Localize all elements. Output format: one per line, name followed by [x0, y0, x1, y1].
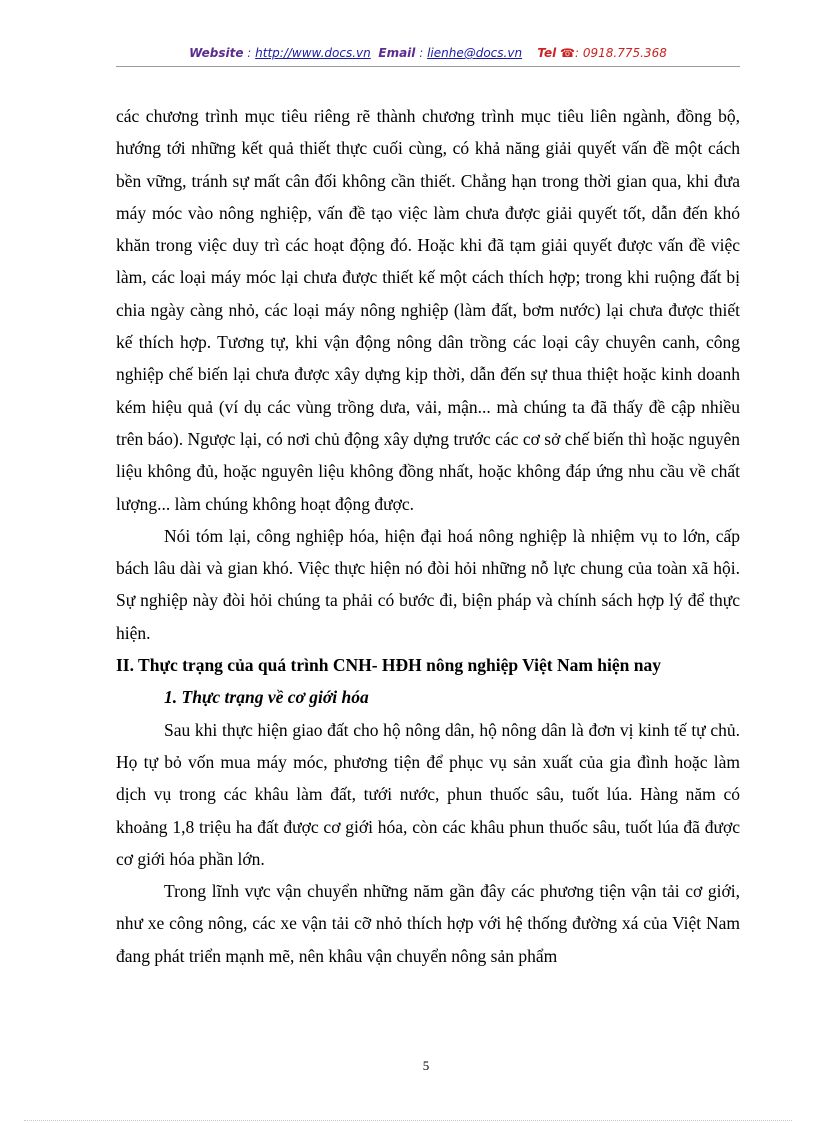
page-number: 5 — [422, 1058, 430, 1073]
website-label: Website — [189, 46, 244, 60]
header-divider — [116, 66, 740, 67]
tel-number: : 0918.775.368 — [575, 46, 667, 60]
email-colon: : — [415, 46, 428, 60]
document-body — [116, 100, 740, 972]
paragraph-summary: Nói tóm lại, công nghiệp hóa, hiện đại hoá nông nghiệp là nhiệm vụ to lớn, cấp bách lâu dài và gian khó. Việc thực hiện nó đòi hỏi những nỗ lực chung của toàn xã hội. Sự nghiệp này đòi hỏi chúng ta phải có bước đi, biện pháp và chính sách hợp lý để thực hiện. — [116, 525, 740, 643]
paragraph-continuation: các chương trình mục tiêu riêng rẽ thành chương trình mục tiêu liên ngành, đồng bộ, hướng tới những kết quả thiết thực cuối cùng, có khả năng giải quyết vấn đề một cách bền vững, tránh sự mất cân đối không cần thiết. Chẳng hạn trong thời gian qua, khi đưa máy móc vào nông nghiệp, vấn đề tạo việc làm chưa được giải quyết tốt, dẫn đến khó khăn trong việc duy trì các hoạt động đó. Hoặc khi đã tạm giải quyết được vấn đề việc làm, các loại máy móc lại chưa được thiết kế một cách thích hợp; trong khi ruộng đất bị chia ngày càng nhỏ, các loại máy nông nghiệp (làm đất, bơm nước) lại chưa được thiết kế thích hợp. Tương tự, khi vận động nông dân trồng các loại cây chuyên canh, công nghiệp chế biến lại chưa được xây dựng kịp thời, dẫn đến sự thua thiệt hoặc kinh doanh kém hiệu quả (ví dụ các vùng trồng dưa, vải, mận... mà chúng ta đã thấy đề cập nhiều trên báo). Ngược lại, có nơi chủ động xây dựng trước các cơ sở chế biến thì hoặc nguyên liệu không đủ, hoặc nguyên liệu không đồng nhất, hoặc không đáp ứng nhu cầu về chất lượng... làm chúng không hoạt động được. — [116, 106, 740, 514]
website-colon: : — [243, 46, 256, 60]
email-label: Email — [378, 46, 416, 60]
website-link[interactable]: http://www.docs.vn — [255, 46, 371, 60]
paragraph-transport: Trong lĩnh vực vận chuyển những năm gần đây các phương tiện vận tải cơ giới, như xe công nông, các xe vận tải cỡ nhỏ thích hợp với hệ thống đường xá của Việt Nam đang phát triển mạnh mẽ, nên khâu vận chuyển nông sản phẩm — [116, 881, 740, 966]
page-header — [116, 46, 740, 60]
section-heading: II. Thực trạng của quá trình CNH- HĐH nông nghiệp Việt Nam hiện nay — [116, 655, 661, 676]
page-bottom-edge — [24, 1120, 792, 1121]
email-link[interactable]: lienhe@docs.vn — [427, 46, 523, 60]
phone-icon: ☎ — [560, 46, 575, 60]
subsection-heading: 1. Thực trạng về cơ giới hóa — [164, 687, 369, 708]
paragraph-mechanization: Sau khi thực hiện giao đất cho hộ nông dân, hộ nông dân là đơn vị kinh tế tự chủ. Họ tự bỏ vốn mua máy móc, phương tiện để phục vụ sản xuất của gia đình hoặc làm dịch vụ trong các khâu làm đất, tưới nước, phun thuốc sâu, tuốt lúa. Hàng năm có khoảng 1,8 triệu ha đất được cơ giới hóa, còn các khâu phun thuốc sâu, tuốt lúa đã được cơ giới hóa phần lớn. — [116, 719, 740, 869]
tel-label: Tel — [537, 46, 557, 60]
